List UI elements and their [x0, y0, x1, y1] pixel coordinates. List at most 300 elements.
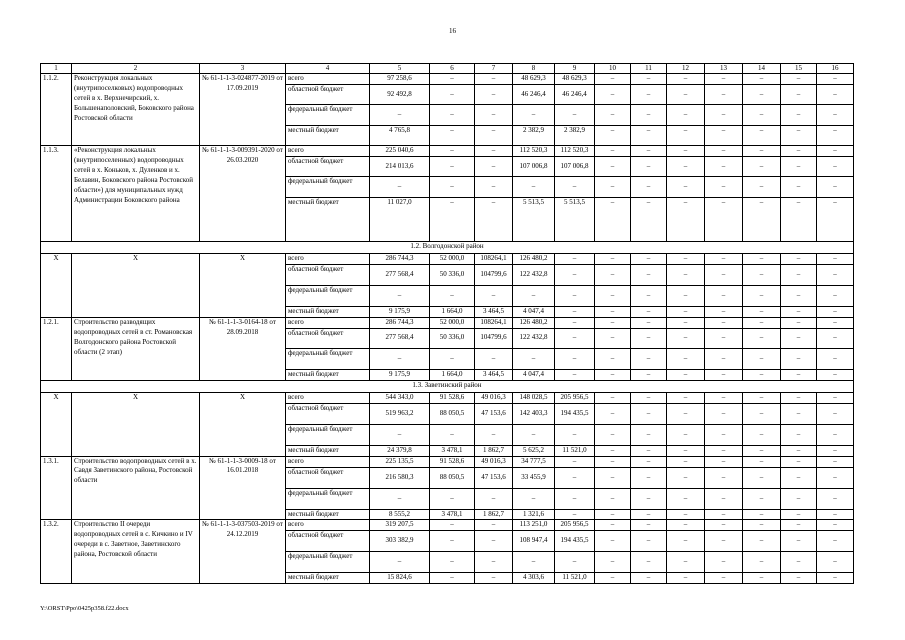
value-cell: 33 455,9 — [513, 467, 555, 488]
budget-type: областной бюджет — [286, 467, 370, 488]
item-number: Х — [41, 392, 72, 456]
value-cell: 48 629,3 — [555, 74, 595, 85]
value-cell: 91 528,6 — [430, 456, 475, 467]
value-cell: – — [817, 488, 854, 509]
value-cell: 108264,1 — [475, 317, 513, 328]
footer-file-path: Y:\ORST\Ppo\0425p358.f22.docx — [40, 605, 129, 612]
value-cell: – — [667, 403, 705, 424]
value-cell: – — [705, 509, 743, 520]
value-cell: – — [513, 488, 555, 509]
value-cell: – — [430, 85, 475, 105]
value-cell: – — [667, 157, 705, 177]
value-cell: – — [475, 573, 513, 584]
value-cell: – — [781, 306, 817, 317]
value-cell: – — [430, 520, 475, 531]
value-cell: – — [743, 285, 781, 306]
value-cell: – — [781, 369, 817, 380]
value-cell: – — [475, 85, 513, 105]
value-cell: – — [555, 424, 595, 445]
table-row — [41, 317, 854, 328]
value-cell: – — [705, 531, 743, 552]
value-cell: – — [817, 424, 854, 445]
value-cell: 5 513,5 — [555, 198, 595, 242]
value-cell: – — [595, 456, 631, 467]
value-cell: – — [555, 306, 595, 317]
header-cell: 1 — [41, 64, 72, 74]
value-cell: – — [475, 531, 513, 552]
value-cell: 216 580,3 — [370, 467, 430, 488]
value-cell: – — [430, 146, 475, 157]
item-document: № 61-1-1-3-024877-2019 от 17.09.2019 — [200, 74, 286, 146]
value-cell: – — [817, 509, 854, 520]
budget-type: местный бюджет — [286, 509, 370, 520]
value-cell: – — [817, 198, 854, 242]
value-cell: – — [595, 445, 631, 456]
value-cell: – — [743, 348, 781, 369]
value-cell: – — [475, 520, 513, 531]
value-cell: – — [817, 552, 854, 573]
value-cell: – — [705, 552, 743, 573]
item-document: № 61-1-1-3-0164-18 от 28.09.2018 — [200, 317, 286, 380]
value-cell: – — [667, 573, 705, 584]
value-cell: 50 336,0 — [430, 328, 475, 348]
value-cell: – — [743, 146, 781, 157]
value-cell: – — [705, 285, 743, 306]
value-cell: – — [743, 488, 781, 509]
value-cell: 112 520,3 — [513, 146, 555, 157]
budget-type: областной бюджет — [286, 264, 370, 285]
value-cell: 3 478,1 — [430, 445, 475, 456]
header-cell: 8 — [513, 64, 555, 74]
value-cell: – — [705, 177, 743, 198]
header-cell: 6 — [430, 64, 475, 74]
value-cell: – — [817, 573, 854, 584]
item-document: Х — [200, 254, 286, 318]
value-cell: – — [743, 254, 781, 265]
budget-type: областной бюджет — [286, 531, 370, 552]
value-cell: – — [705, 157, 743, 177]
budget-type: областной бюджет — [286, 157, 370, 177]
value-cell: – — [595, 85, 631, 105]
value-cell: – — [743, 552, 781, 573]
value-cell: – — [667, 445, 705, 456]
value-cell: – — [555, 552, 595, 573]
column-number-header — [41, 64, 854, 74]
item-number: 1.3.1. — [41, 456, 72, 520]
value-cell: – — [817, 126, 854, 146]
value-cell: 194 435,5 — [555, 531, 595, 552]
value-cell: – — [781, 317, 817, 328]
header-cell: 11 — [631, 64, 667, 74]
item-name: «Реконструкция локальных (внутрипоселенных) водопроводных сетей в х. Коньков, х. Дуленков и х. Белавин, Боковского района Ростовской области») для муниципальных нужд Администрации Боковского района — [72, 146, 200, 242]
value-cell: – — [781, 177, 817, 198]
value-cell: – — [370, 105, 430, 126]
value-cell: – — [475, 552, 513, 573]
value-cell: – — [667, 264, 705, 285]
value-cell: – — [513, 177, 555, 198]
value-cell: – — [631, 146, 667, 157]
value-cell: – — [781, 488, 817, 509]
value-cell: – — [595, 74, 631, 85]
budget-type: областной бюджет — [286, 328, 370, 348]
section-row — [41, 242, 854, 254]
item-document: № 61-1-1-3-0009-18 от 16.01.2018 — [200, 456, 286, 520]
value-cell: – — [667, 424, 705, 445]
value-cell: – — [781, 403, 817, 424]
value-cell: – — [817, 392, 854, 403]
value-cell: – — [667, 488, 705, 509]
value-cell: – — [631, 445, 667, 456]
table-row — [41, 520, 854, 531]
value-cell: – — [595, 146, 631, 157]
value-cell: 112 520,3 — [555, 146, 595, 157]
header-cell: 7 — [475, 64, 513, 74]
value-cell: – — [430, 488, 475, 509]
value-cell: – — [817, 306, 854, 317]
value-cell: – — [430, 424, 475, 445]
value-cell: – — [555, 488, 595, 509]
header-cell: 16 — [817, 64, 854, 74]
value-cell: 2 382,9 — [513, 126, 555, 146]
value-cell: – — [430, 198, 475, 242]
section-row — [41, 380, 854, 392]
value-cell: – — [705, 126, 743, 146]
value-cell: – — [743, 264, 781, 285]
value-cell: – — [781, 445, 817, 456]
table-row — [41, 392, 854, 403]
value-cell: – — [595, 264, 631, 285]
value-cell: – — [430, 177, 475, 198]
value-cell: – — [817, 146, 854, 157]
value-cell: 108264,1 — [475, 254, 513, 265]
budget-type: областной бюджет — [286, 85, 370, 105]
budget-type: местный бюджет — [286, 369, 370, 380]
value-cell: – — [667, 198, 705, 242]
value-cell: – — [631, 306, 667, 317]
value-cell: 46 246,4 — [555, 85, 595, 105]
value-cell: – — [370, 285, 430, 306]
table-row — [41, 254, 854, 265]
value-cell: – — [781, 328, 817, 348]
value-cell: – — [705, 445, 743, 456]
value-cell: – — [667, 369, 705, 380]
value-cell: 49 016,3 — [475, 456, 513, 467]
value-cell: 9 175,9 — [370, 306, 430, 317]
value-cell: 92 492,8 — [370, 85, 430, 105]
budget-type: федеральный бюджет — [286, 285, 370, 306]
value-cell: – — [595, 392, 631, 403]
page-number: 16 — [449, 27, 456, 35]
value-cell: 3 464,5 — [475, 369, 513, 380]
value-cell: – — [781, 552, 817, 573]
value-cell: – — [817, 403, 854, 424]
header-cell: 5 — [370, 64, 430, 74]
value-cell: – — [595, 467, 631, 488]
value-cell: – — [475, 157, 513, 177]
value-cell: 5 513,5 — [513, 198, 555, 242]
value-cell: – — [817, 85, 854, 105]
value-cell: – — [430, 348, 475, 369]
value-cell: 88 050,5 — [430, 403, 475, 424]
value-cell: – — [667, 285, 705, 306]
value-cell: – — [781, 520, 817, 531]
header-cell: 9 — [555, 64, 595, 74]
value-cell: – — [667, 392, 705, 403]
value-cell: 97 258,6 — [370, 74, 430, 85]
value-cell: – — [781, 85, 817, 105]
value-cell: – — [743, 424, 781, 445]
value-cell: – — [781, 264, 817, 285]
value-cell: 544 343,0 — [370, 392, 430, 403]
value-cell: – — [781, 254, 817, 265]
value-cell: – — [705, 85, 743, 105]
value-cell: 122 432,8 — [513, 328, 555, 348]
value-cell: – — [705, 198, 743, 242]
budget-type: всего — [286, 254, 370, 265]
value-cell: – — [781, 573, 817, 584]
value-cell: – — [430, 157, 475, 177]
value-cell: – — [631, 403, 667, 424]
value-cell: – — [555, 369, 595, 380]
budget-type: всего — [286, 456, 370, 467]
value-cell: – — [705, 264, 743, 285]
value-cell: 107 006,8 — [513, 157, 555, 177]
value-cell: – — [631, 424, 667, 445]
item-number: 1.3.2. — [41, 520, 72, 584]
value-cell: – — [631, 467, 667, 488]
value-cell: – — [781, 157, 817, 177]
value-cell: – — [631, 177, 667, 198]
value-cell: 15 824,6 — [370, 573, 430, 584]
value-cell: – — [705, 369, 743, 380]
value-cell: – — [475, 348, 513, 369]
value-cell: – — [595, 317, 631, 328]
value-cell: – — [595, 531, 631, 552]
value-cell: – — [595, 198, 631, 242]
value-cell: 205 956,5 — [555, 392, 595, 403]
item-name: Реконструкция локальных (внутрипоселковых) водопроводных сетей в х. Верхнечирский, х. Большенаполовский, Боковского района Ростовской области — [72, 74, 200, 146]
value-cell: – — [430, 573, 475, 584]
value-cell: – — [595, 369, 631, 380]
item-name: Строительство II очереди водопроводных сетей в с. Кичкино и IV очереди в с. Заветное, Заветинского района, Ростовской области — [72, 520, 200, 584]
value-cell: – — [667, 552, 705, 573]
value-cell: – — [743, 403, 781, 424]
value-cell: – — [743, 467, 781, 488]
value-cell: 225 135,5 — [370, 456, 430, 467]
value-cell: – — [781, 285, 817, 306]
value-cell: – — [475, 105, 513, 126]
value-cell: – — [705, 317, 743, 328]
value-cell: 277 568,4 — [370, 264, 430, 285]
budget-type: всего — [286, 146, 370, 157]
value-cell: – — [743, 126, 781, 146]
value-cell: – — [781, 531, 817, 552]
value-cell: 225 040,6 — [370, 146, 430, 157]
item-name: Строительство водопроводных сетей в х. Савдя Заветинского района, Ростовской области — [72, 456, 200, 520]
value-cell: – — [743, 328, 781, 348]
value-cell: – — [667, 328, 705, 348]
value-cell: 49 016,3 — [475, 392, 513, 403]
value-cell: – — [430, 285, 475, 306]
value-cell: – — [667, 85, 705, 105]
value-cell: 46 246,4 — [513, 85, 555, 105]
value-cell: – — [667, 254, 705, 265]
section-title: 1.2. Волгодонской район — [41, 242, 854, 254]
value-cell: – — [817, 177, 854, 198]
value-cell: – — [430, 105, 475, 126]
header-cell: 12 — [667, 64, 705, 74]
budget-type: федеральный бюджет — [286, 348, 370, 369]
value-cell: – — [743, 306, 781, 317]
value-cell: 122 432,8 — [513, 264, 555, 285]
value-cell: 47 153,6 — [475, 467, 513, 488]
value-cell: – — [817, 157, 854, 177]
budget-type: федеральный бюджет — [286, 488, 370, 509]
item-name: Х — [72, 254, 200, 318]
value-cell: 1 862,7 — [475, 509, 513, 520]
value-cell: – — [743, 198, 781, 242]
value-cell: 214 013,6 — [370, 157, 430, 177]
value-cell: 52 000,0 — [430, 317, 475, 328]
value-cell: – — [781, 105, 817, 126]
value-cell: – — [817, 531, 854, 552]
value-cell: 3 478,1 — [430, 509, 475, 520]
value-cell: – — [705, 306, 743, 317]
value-cell: 47 153,6 — [475, 403, 513, 424]
budget-type: федеральный бюджет — [286, 105, 370, 126]
value-cell: – — [743, 531, 781, 552]
value-cell: 9 175,9 — [370, 369, 430, 380]
value-cell: – — [513, 552, 555, 573]
value-cell: – — [430, 552, 475, 573]
value-cell: – — [667, 126, 705, 146]
value-cell: – — [743, 157, 781, 177]
item-document: № 61-1-1-3-037503-2019 от 24.12.2019 — [200, 520, 286, 584]
value-cell: – — [817, 369, 854, 380]
header-cell: 4 — [286, 64, 370, 74]
value-cell: – — [475, 177, 513, 198]
budget-type: местный бюджет — [286, 573, 370, 584]
value-cell: 1 862,7 — [475, 445, 513, 456]
value-cell: – — [475, 198, 513, 242]
item-number: 1.2.1. — [41, 317, 72, 380]
value-cell: – — [705, 105, 743, 126]
item-number: Х — [41, 254, 72, 318]
budget-type: областной бюджет — [286, 403, 370, 424]
value-cell: – — [631, 552, 667, 573]
value-cell: 52 000,0 — [430, 254, 475, 265]
value-cell: – — [631, 85, 667, 105]
value-cell: – — [667, 74, 705, 85]
item-name: Строительство разводящих водопроводных сетей в ст. Романовская Волгодонского района Ростовской области (2 этап) — [72, 317, 200, 380]
value-cell: – — [817, 520, 854, 531]
value-cell: – — [631, 285, 667, 306]
value-cell: – — [370, 424, 430, 445]
value-cell: – — [667, 177, 705, 198]
value-cell: – — [555, 254, 595, 265]
table-row — [41, 74, 854, 85]
value-cell: – — [667, 531, 705, 552]
value-cell: – — [631, 520, 667, 531]
value-cell: – — [743, 520, 781, 531]
value-cell: – — [817, 317, 854, 328]
value-cell: 50 336,0 — [430, 264, 475, 285]
value-cell: – — [743, 509, 781, 520]
value-cell: – — [743, 573, 781, 584]
value-cell: 48 629,3 — [513, 74, 555, 85]
value-cell: 108 947,4 — [513, 531, 555, 552]
value-cell: – — [595, 488, 631, 509]
value-cell: – — [555, 328, 595, 348]
value-cell: – — [555, 317, 595, 328]
value-cell: 4 047,4 — [513, 306, 555, 317]
value-cell: 91 528,6 — [430, 392, 475, 403]
item-number: 1.1.3. — [41, 146, 72, 242]
budget-type: местный бюджет — [286, 126, 370, 146]
value-cell: – — [631, 105, 667, 126]
value-cell: – — [595, 552, 631, 573]
value-cell: – — [475, 74, 513, 85]
value-cell: – — [667, 456, 705, 467]
value-cell: – — [595, 403, 631, 424]
value-cell: – — [743, 85, 781, 105]
value-cell: – — [430, 531, 475, 552]
value-cell: – — [631, 264, 667, 285]
value-cell: – — [667, 105, 705, 126]
value-cell: – — [817, 74, 854, 85]
value-cell: – — [555, 264, 595, 285]
budget-type: федеральный бюджет — [286, 424, 370, 445]
value-cell: – — [475, 126, 513, 146]
value-cell: – — [817, 105, 854, 126]
value-cell: – — [595, 177, 631, 198]
value-cell: – — [631, 157, 667, 177]
budget-type: всего — [286, 392, 370, 403]
value-cell: 319 207,5 — [370, 520, 430, 531]
value-cell: – — [475, 424, 513, 445]
value-cell: – — [667, 520, 705, 531]
value-cell: 142 403,3 — [513, 403, 555, 424]
value-cell: 1 321,6 — [513, 509, 555, 520]
value-cell: 1 664,0 — [430, 369, 475, 380]
value-cell: 205 956,5 — [555, 520, 595, 531]
value-cell: – — [631, 328, 667, 348]
value-cell: 11 027,0 — [370, 198, 430, 242]
value-cell: 5 625,2 — [513, 445, 555, 456]
value-cell: – — [555, 285, 595, 306]
value-cell: – — [781, 146, 817, 157]
value-cell: – — [631, 198, 667, 242]
budget-table — [40, 63, 854, 584]
item-number: 1.1.2. — [41, 74, 72, 146]
value-cell: – — [817, 254, 854, 265]
value-cell: – — [781, 392, 817, 403]
budget-type: всего — [286, 520, 370, 531]
value-cell: – — [705, 403, 743, 424]
value-cell: – — [631, 573, 667, 584]
value-cell: 104799,6 — [475, 264, 513, 285]
value-cell: – — [631, 126, 667, 146]
value-cell: 519 963,2 — [370, 403, 430, 424]
value-cell: – — [667, 509, 705, 520]
value-cell: – — [631, 488, 667, 509]
value-cell: – — [743, 456, 781, 467]
value-cell: – — [513, 285, 555, 306]
value-cell: – — [595, 157, 631, 177]
value-cell: – — [705, 488, 743, 509]
value-cell: – — [631, 254, 667, 265]
value-cell: 277 568,4 — [370, 328, 430, 348]
